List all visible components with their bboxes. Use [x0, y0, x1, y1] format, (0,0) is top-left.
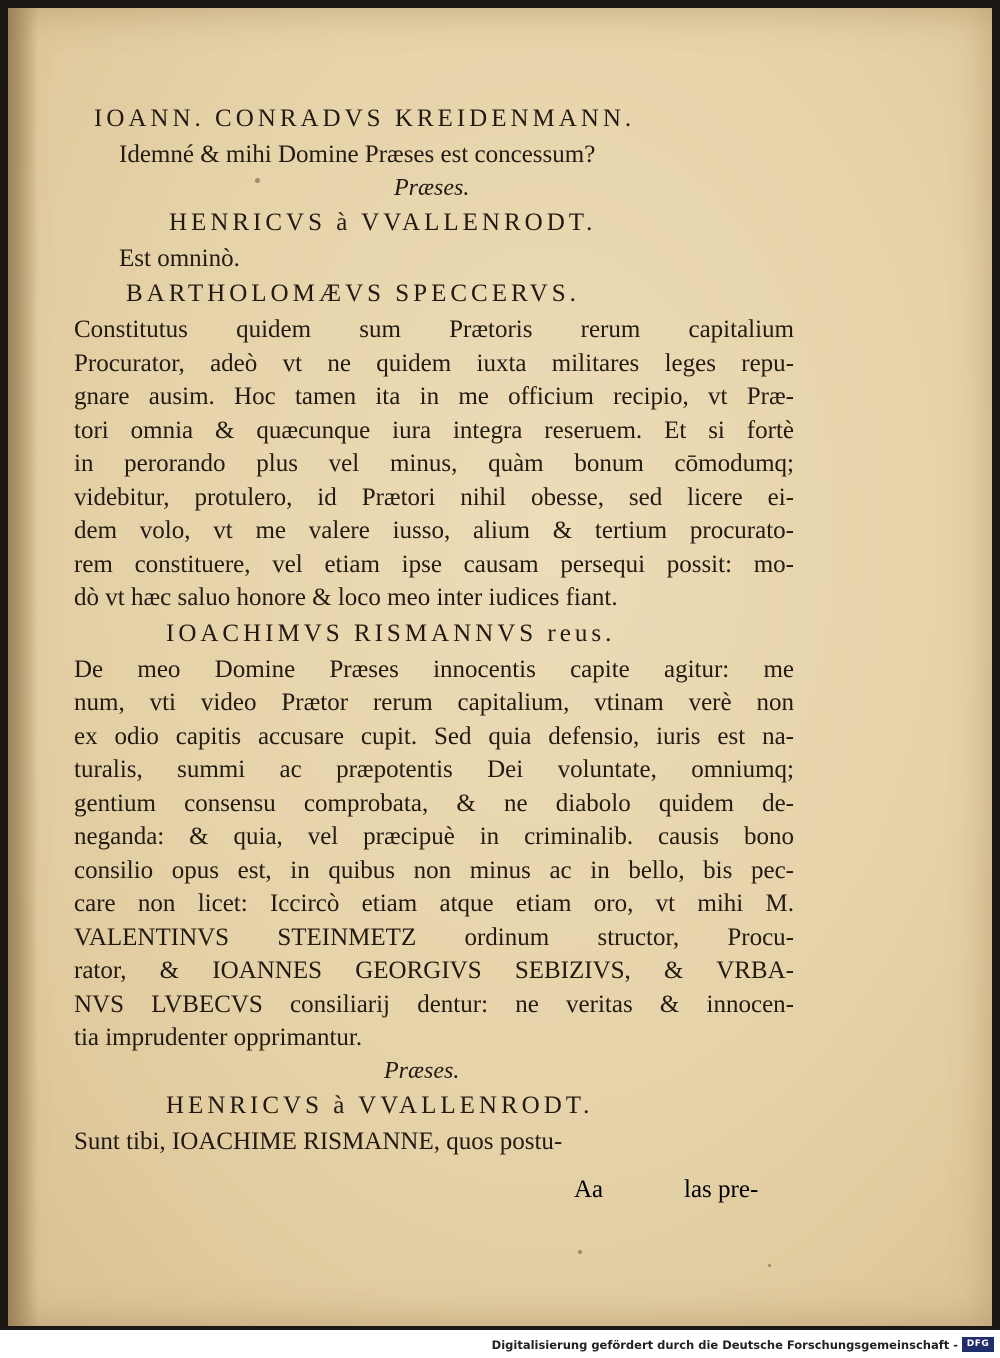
- ink-speck: [768, 1264, 771, 1267]
- catchword: las pre-: [684, 1176, 759, 1203]
- text-line: VALENTINVS STEINMETZ ordinum structor, Procu-: [74, 923, 794, 951]
- text-line: ex odio capitis accusare cupit. Sed quia defensio, iuris est na-: [74, 722, 794, 750]
- text-line: Procurator, adeò vt ne quidem iuxta militares leges repu-: [74, 349, 794, 377]
- speaker-heading: BARTHOLOMÆVS SPECCERVS.: [126, 280, 580, 307]
- text-line: rator, & IOANNES GEORGIVS SEBIZIVS, & VRBA-: [74, 957, 794, 984]
- text-line: Idemné & mihi Domine Præses est concessum?: [119, 141, 596, 168]
- speaker-heading: IOANN. CONRADVS KREIDENMANN.: [94, 105, 636, 132]
- speaker-heading: HENRICVS à VVALLENRODT.: [169, 208, 597, 236]
- text-line: neganda: & quia, vel præcipuè in criminalib. causis bono: [74, 823, 794, 850]
- text-line: rem constituere, vel etiam ipse causam persequi possit: mo-: [74, 550, 794, 578]
- text-line: videbitur, protulero, id Prætori nihil obesse, sed licere ei-: [74, 483, 794, 511]
- text-line: care non licet: Iccircò etiam atque etiam oro, vt mihi M.: [74, 890, 794, 917]
- text-line: dem volo, vt me valere iusso, alium & tertium procurato-: [74, 517, 794, 544]
- funding-notice: Digitalisierung gefördert durch die Deutsche Forschungsgemeinschaft -: [491, 1338, 958, 1352]
- page-text: [74, 100, 794, 1158]
- dfg-logo[interactable]: DFG: [962, 1337, 994, 1352]
- ink-speck: [255, 178, 260, 183]
- text-line: NVS LVBECVS consiliarij dentur: ne veritas & innocen-: [74, 990, 794, 1018]
- text-line: tia imprudenter opprimantur.: [74, 1024, 363, 1051]
- text-line: Constitutus quidem sum Prætoris rerum capitalium: [74, 316, 794, 343]
- text-line: gentium consensu comprobata, & ne diabolo quidem de-: [74, 789, 794, 817]
- book-page: [8, 8, 992, 1326]
- text-line: consilio opus est, in quibus non minus ac in bello, bis pec-: [74, 856, 794, 884]
- text-line: num, vti video Prætor rerum capitalium, vtinam verè non: [74, 689, 794, 716]
- role-heading: Præses.: [384, 1057, 460, 1084]
- text-line: Est omninò.: [119, 244, 240, 272]
- text-line: in perorando plus vel minus, quàm bonum cōmodumq;: [74, 450, 794, 477]
- text-line: dò vt hæc saluo honore & loco meo inter iudices fiant.: [74, 584, 618, 611]
- role-heading: Præses.: [394, 174, 470, 201]
- text-line: tori omnia & quæcunque iura integra reseruem. Et si fortè: [74, 416, 794, 444]
- speaker-heading: IOACHIMVS RISMANNVS reus.: [166, 619, 616, 647]
- ink-speck: [578, 1250, 582, 1254]
- speaker-heading: HENRICVS à VVALLENRODT.: [166, 1091, 594, 1119]
- signature-mark: Aa: [574, 1176, 604, 1203]
- text-line: De meo Domine Præses innocentis capite agitur: me: [74, 655, 794, 683]
- text-line: gnare ausim. Hoc tamen ita in me officium recipio, vt Præ-: [74, 383, 794, 410]
- text-line: Sunt tibi, IOACHIME RISMANNE, quos postu-: [74, 1127, 563, 1155]
- page-gutter: [8, 8, 38, 1326]
- footer-bar: [0, 1330, 1000, 1358]
- text-line: turalis, summi ac præpotentis Dei voluntate, omniumq;: [74, 756, 794, 783]
